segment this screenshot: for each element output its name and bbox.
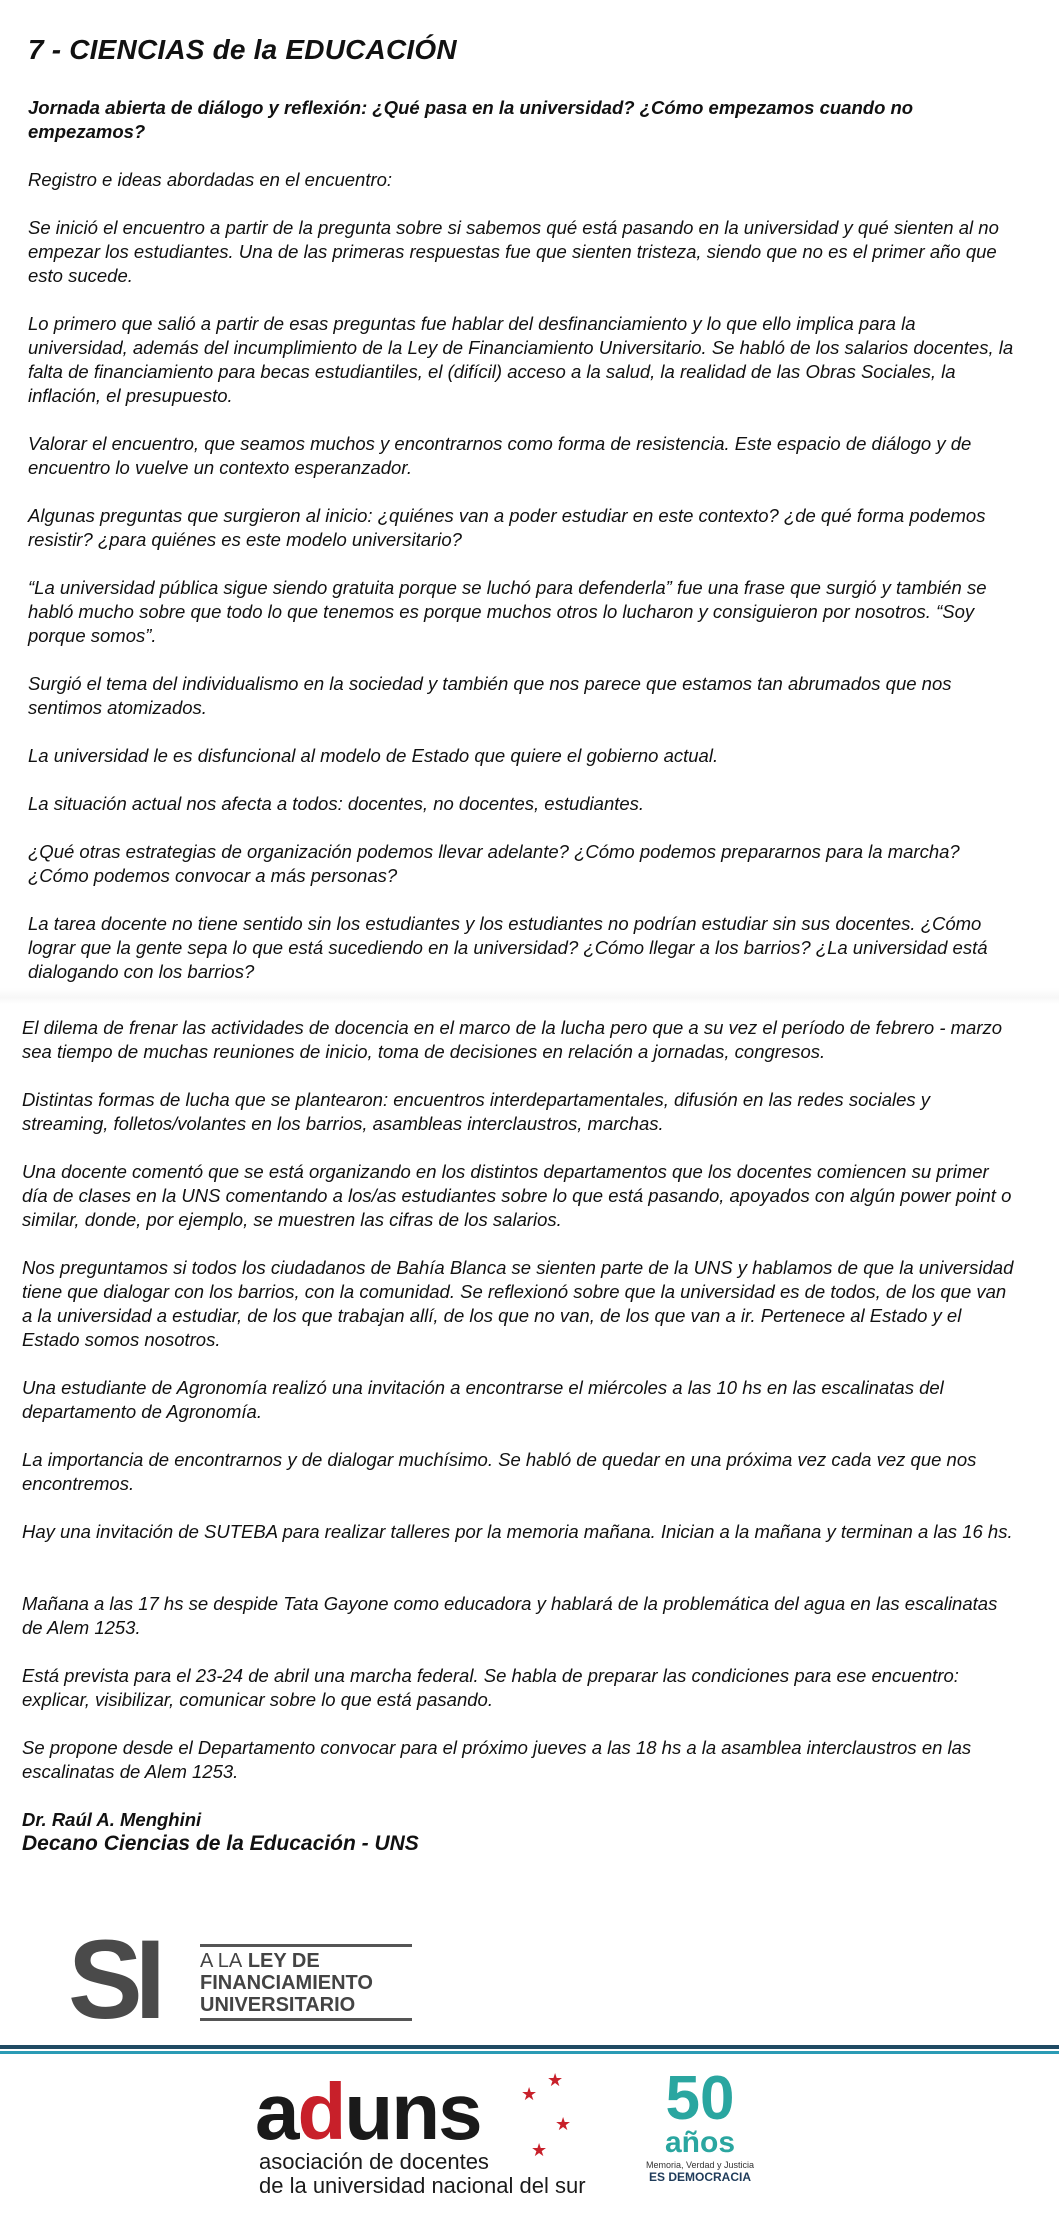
- anniversary-word: años: [664, 2126, 736, 2159]
- logo-rule: [200, 1944, 412, 1947]
- signature-role: Decano Ciencias de la Educación - UNS: [22, 1832, 419, 1855]
- star-icon: ★: [555, 2114, 572, 2134]
- footer-rule-accent: [0, 2051, 1059, 2054]
- paragraph: Una estudiante de Agronomía realizó una invitación a encontrarse el miércoles a las 10 hs en las escalinatas del departamento de Agronomía.: [22, 1377, 944, 1422]
- paragraph: Se propone desde el Departamento convocar para el próximo jueves a las 18 hs a la asamblea interclaustros en las escalinatas de Alem 1253.: [22, 1737, 972, 1782]
- anniversary-motto: Memoria, Verdad y Justicia: [645, 2160, 755, 2170]
- paragraph: La tarea docente no tiene sentido sin los estudiantes y los estudiantes no podrían estudiar sin sus docentes. ¿Cómo lograr que la gente sepa lo que está sucediendo en la universidad? ¿Cómo llegar a los barrios? ¿La universidad está dialogando con los barrios?: [28, 913, 988, 982]
- paragraph: Surgió el tema del individualismo en la sociedad y también que nos parece que estamos tan abrumados que nos sentimos atomizados.: [28, 673, 952, 718]
- signature: [22, 1808, 1017, 1856]
- campaign-logo-si: SI: [68, 1917, 158, 2042]
- paragraph: Nos preguntamos si todos los ciudadanos de Bahía Blanca se sienten parte de la UNS y hablamos de que la universidad tiene que dialogar con los barrios, con la comunidad. Se reflexionó sobre que la universidad es de todos, de los que van a la universidad a estudiar, de los que trabajan allí, de los que no van, de los que van a ir. Pertenece al Estado y el Estado somos nosotros.: [22, 1257, 1014, 1350]
- star-icon: ★: [531, 2140, 548, 2160]
- star-icon: ★: [521, 2084, 538, 2104]
- paragraph: “La universidad pública sigue siendo gratuita porque se luchó para defenderla” fue una frase que surgió y también se habló mucho sobre que todo lo que tenemos es porque muchos otros lo lucharon y consiguieron por nosotros. “Soy porque somos”.: [28, 577, 987, 646]
- anniversary-tag: ES DEMOCRACIA: [648, 2170, 751, 2184]
- logo-rule: [200, 2018, 412, 2021]
- paragraph: Valorar el encuentro, que seamos muchos y encontrarnos como forma de resistencia. Este espacio de diálogo y de encuentro lo vuelve un contexto esperanzador.: [28, 433, 972, 478]
- paragraph: Distintas formas de lucha que se plantearon: encuentros interdepartamentales, difusión en las redes sociales y streaming, folletos/volantes en los barrios, asambleas interclaustros, marchas.: [22, 1089, 931, 1134]
- paragraph: ¿Qué otras estrategias de organización podemos llevar adelante? ¿Cómo podemos prepararnos para la marcha? ¿Cómo podemos convocar a más personas?: [28, 841, 960, 886]
- paragraph: Algunas preguntas que surgieron al inicio: ¿quiénes van a poder estudiar en este contexto? ¿de qué forma podemos resistir? ¿para quiénes es este modelo universitario?: [28, 505, 986, 550]
- aduns-subtitle: asociación de docentes de la universidad nacional del sur: [259, 2149, 586, 2198]
- anniversary-number: 50: [665, 2064, 735, 2133]
- page-title: 7 - CIENCIAS de la EDUCACIÓN: [28, 34, 457, 65]
- campaign-logo: [68, 1917, 414, 2042]
- paragraph: La importancia de encontrarnos y de dialogar muchísimo. Se habló de quedar en una próxima vez cada vez que nos encontremos.: [22, 1449, 977, 1494]
- paragraph: Registro e ideas abordadas en el encuentro:: [28, 169, 393, 190]
- paragraph: Lo primero que salió a partir de esas preguntas fue hablar del desfinanciamiento y lo que ello implica para la universidad, además del incumplimiento de la Ley de Financiamiento Universitario. Se habló de los salarios docentes, la falta de financiamiento para becas estudiantiles, el (difícil) acceso a la salud, la realidad de las Obras Sociales, la inflación, el presupuesto.: [28, 313, 1014, 406]
- paragraph: Una docente comentó que se está organizando en los distintos departamentos que los docentes comiencen su primer día de clases en la UNS comentando a los/as estudiantes sobre lo que está pasando, apoyados con algún power point o similar, donde, por ejemplo, se muestren las cifras de los salarios.: [22, 1161, 1012, 1230]
- paragraph: El dilema de frenar las actividades de docencia en el marco de la lucha pero que a su vez el período de febrero - marzo sea tiempo de muchas reuniones de inicio, toma de decisiones en relación a jornadas, congresos.: [22, 1017, 1003, 1062]
- anniversary-logo: [640, 2064, 760, 2208]
- aduns-logo: [255, 2067, 586, 2200]
- paragraph: Mañana a las 17 hs se despide Tata Gayone como educadora y hablará de la problemática del agua en las escalinatas de Alem 1253.: [22, 1593, 998, 1638]
- page-seam: [0, 988, 1059, 1004]
- signature-name: Dr. Raúl A. Menghini: [22, 1809, 202, 1830]
- campaign-logo-text: A LA LEY DE FINANCIAMIENTO UNIVERSITARIO: [200, 1950, 373, 2016]
- subtitle: Jornada abierta de diálogo y reflexión: ¿Qué pasa en la universidad? ¿Cómo empezamos cuando no empezamos?: [28, 97, 914, 142]
- paragraph: La situación actual nos afecta a todos: docentes, no docentes, estudiantes.: [28, 793, 645, 814]
- paragraph: La universidad le es disfuncional al modelo de Estado que quiere el gobierno actual.: [28, 745, 719, 766]
- footer-rule: [0, 2045, 1059, 2049]
- paragraph: Está prevista para el 23-24 de abril una marcha federal. Se habla de preparar las condiciones para ese encuentro: explicar, visibilizar, comunicar sobre lo que está pasando.: [22, 1665, 959, 1710]
- paragraph: Hay una invitación de SUTEBA para realizar talleres por la memoria mañana. Inician a la mañana y terminan a las 16 hs.: [22, 1521, 1013, 1542]
- paragraph: Se inició el encuentro a partir de la pregunta sobre si sabemos qué está pasando en la universidad y qué sienten al no empezar los estudiantes. Una de las primeras respuestas fue que sienten tristeza, siendo que no es el primer año que esto sucede.: [28, 217, 999, 286]
- aduns-wordmark: aduns: [255, 2067, 481, 2156]
- star-icon: ★: [547, 2070, 564, 2090]
